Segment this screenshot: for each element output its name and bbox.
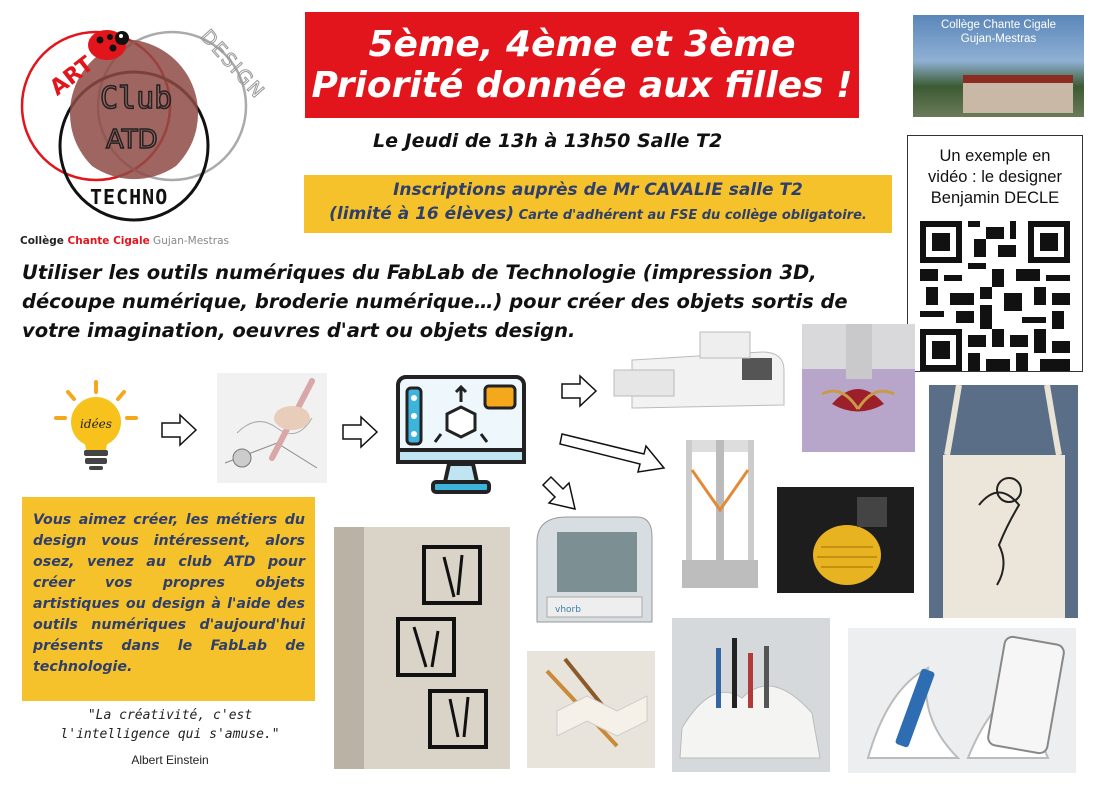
logo-school-prefix: Collège — [20, 235, 68, 247]
cnc-machine-photo — [527, 512, 657, 632]
citation: "La créativité, c'est l'intelligence qui s'amuse." — [60, 708, 280, 742]
paint-brushes-photo — [527, 651, 655, 768]
logo-school-city: Gujan-Mestras — [149, 235, 229, 247]
tote-bag-photo — [929, 385, 1078, 618]
arrow-long-icon — [558, 428, 668, 478]
video-box — [907, 135, 1083, 372]
hand-drawing-icon — [217, 373, 327, 483]
school-caption-line1: Collège Chante Cigale — [940, 19, 1057, 31]
club-invitation-text: Vous aimez créer, les métiers du design vous intéressent, alors osez, venez au club ATD pour créer vos propres objets artistiques ou design à l'aide des outils numériques d'aujourd'hui présents dans le FabLab de technologie. — [22, 497, 315, 701]
school-photo-caption — [913, 18, 1084, 46]
sketch-photo — [217, 373, 327, 483]
schedule — [373, 130, 722, 152]
qr-code[interactable] — [920, 221, 1070, 371]
title-banner — [305, 12, 859, 118]
phone-stand-photo — [848, 628, 1076, 773]
computer-3d-icon — [395, 374, 527, 496]
school-caption-line2: Gujan-Mestras — [960, 33, 1037, 45]
arrow-right-icon — [560, 374, 598, 408]
svg-text:vhorb: vhorb — [555, 605, 581, 615]
inscriptions-box — [304, 175, 892, 233]
arrow-right-icon — [160, 413, 198, 447]
school-building — [963, 75, 1073, 113]
embroidery-machine-photo — [612, 330, 797, 412]
citation-author: Albert Einstein — [131, 753, 209, 767]
arrow-down-icon — [541, 475, 581, 515]
video-line3: Benjamin DECLE — [930, 189, 1060, 207]
logo-school-line — [20, 235, 229, 247]
arrow-right-icon — [341, 415, 379, 449]
video-line2: vidéo : le designer — [928, 168, 1062, 186]
inscriptions-limit: (limité à 16 élèves) — [329, 204, 515, 224]
logo-school-name: Chante Cigale — [67, 235, 150, 247]
idea-label: idées — [80, 417, 112, 431]
logo-art: ART — [45, 51, 99, 102]
delta-3d-printer-photo — [678, 440, 762, 590]
school-photo — [913, 15, 1084, 117]
logo-design: DESIGN — [195, 25, 270, 104]
video-line1: Un exemple en — [939, 147, 1051, 165]
club-atd-logo — [18, 18, 270, 250]
logo-atd: ATD — [106, 125, 158, 155]
wall-art-photo — [334, 527, 510, 769]
schedule-day: Le Jeudi — [373, 130, 459, 152]
title-line1: 5ème, 4ème et 3ème — [368, 24, 796, 65]
intro-text: Utiliser les outils numériques du FabLab de Technologie (impression 3D, découpe numérique, broderie numérique…) pour créer des objets sortis de votre imagination, oeuvres d'art ou objets design. — [22, 261, 848, 342]
schedule-rest: de 13h à 13h50 Salle T2 — [458, 130, 723, 152]
title-line2: Priorité donnée aux filles ! — [311, 65, 853, 106]
logo-techno: TECHNO — [90, 185, 169, 209]
lightbulb-icon — [52, 380, 140, 472]
inscriptions-line1: Inscriptions auprès de Mr CAVALIE salle T2 — [393, 180, 803, 200]
inscriptions-fse: Carte d'adhérent au FSE du collège obligatoire. — [514, 208, 867, 223]
logo-club: Club — [100, 81, 173, 116]
3d-printed-vase-photo — [777, 487, 914, 593]
pen-holder-photo — [672, 618, 830, 772]
embroidery-closeup-photo — [802, 324, 915, 452]
